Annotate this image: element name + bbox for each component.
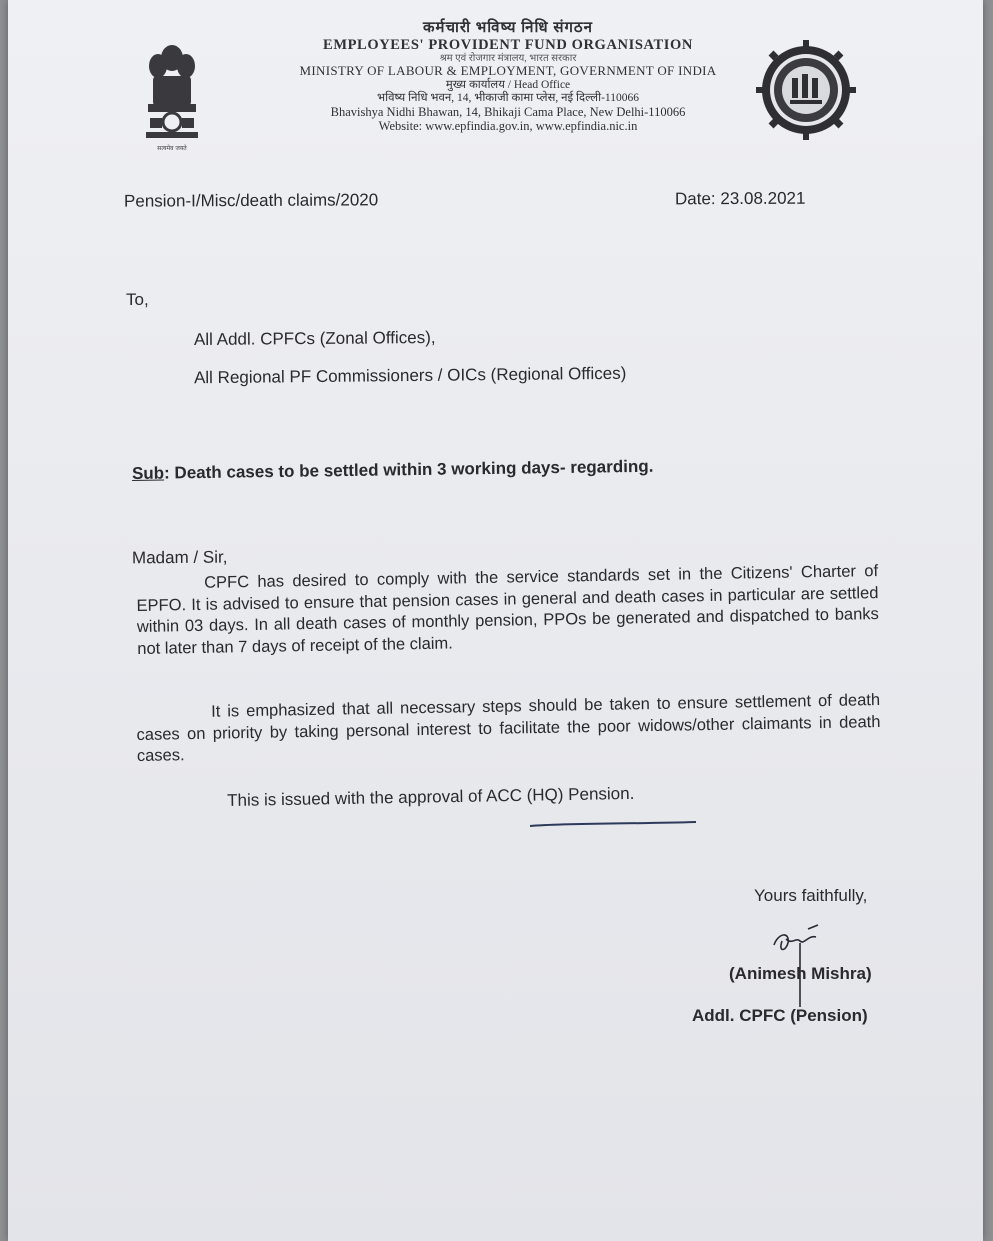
approval-line: This is issued with the approval of ACC (HQ) Pension.: [227, 783, 635, 810]
signatory-designation: Addl. CPFC (Pension): [692, 1006, 868, 1025]
letterhead: [248, 20, 768, 133]
body-paragraph-2: It is emphasized that all necessary steps should be taken to ensure settlement of death cases on priority by taking personal interest to facilitate the poor widows/other claimants in death cases.: [136, 691, 881, 765]
website: Website: www.epfindia.gov.in, www.epfindia.nic.in: [378, 118, 638, 133]
ministry-hindi: श्रम एवं रोजगार मंत्रालय, भारत सरकार: [439, 53, 577, 65]
signature-icon: [760, 915, 840, 1010]
address-hindi: भविष्य निधि भवन, 14, भीकाजी कामा प्लेस, नई दिल्ली-110066: [377, 91, 639, 104]
office-label: मुख्य कार्यालय / Head Office: [445, 78, 571, 91]
svg-text:सत्यमेव जयते: सत्यमेव जयते: [157, 145, 187, 152]
ministry-english: MINISTRY OF LABOUR & EMPLOYMENT, GOVERNMENT OF INDIA: [299, 63, 717, 79]
national-emblem-icon: [136, 38, 208, 156]
salutation: Madam / Sir,: [131, 547, 228, 568]
reference-number: Pension-I/Misc/death claims/2020: [123, 190, 379, 211]
addressee-regional: All Regional PF Commissioners / OICs (Regional Offices): [193, 363, 627, 388]
letter-page: [8, 0, 983, 1241]
addressee-zonal: All Addl. CPFCs (Zonal Offices),: [193, 327, 436, 350]
subject-label: Sub: [131, 463, 165, 483]
org-name-hindi: कर्मचारी भविष्य निधि संगठन: [423, 20, 593, 36]
address-english: Bhavishya Nidhi Bhawan, 14, Bhikaji Cama Place, New Delhi-110066: [330, 104, 686, 119]
closing: Yours faithfully,: [754, 886, 868, 905]
epfo-seal-icon: [756, 40, 856, 140]
to-label: To,: [126, 290, 149, 309]
letter-date: Date: 23.08.2021: [674, 188, 806, 209]
subject-text: : Death cases to be settled within 3 working days- regarding.: [163, 456, 654, 483]
subject-line: [132, 457, 654, 484]
body-paragraph-1: CPFC has desired to comply with the service standards set in the Citizens' Charter of EPFO. It is advised to ensure that pension cases in general and death cases in particular are settled within 03 days. In all death cases of monthly pension, PPOs be generated and dispatched to banks not later than 7 days of receipt of the claim.: [136, 562, 879, 658]
pen-underline: [528, 818, 698, 830]
org-name-english: EMPLOYEES' PROVIDENT FUND ORGANISATION: [323, 36, 693, 53]
signatory-name: (Animesh Mishra): [729, 964, 872, 983]
